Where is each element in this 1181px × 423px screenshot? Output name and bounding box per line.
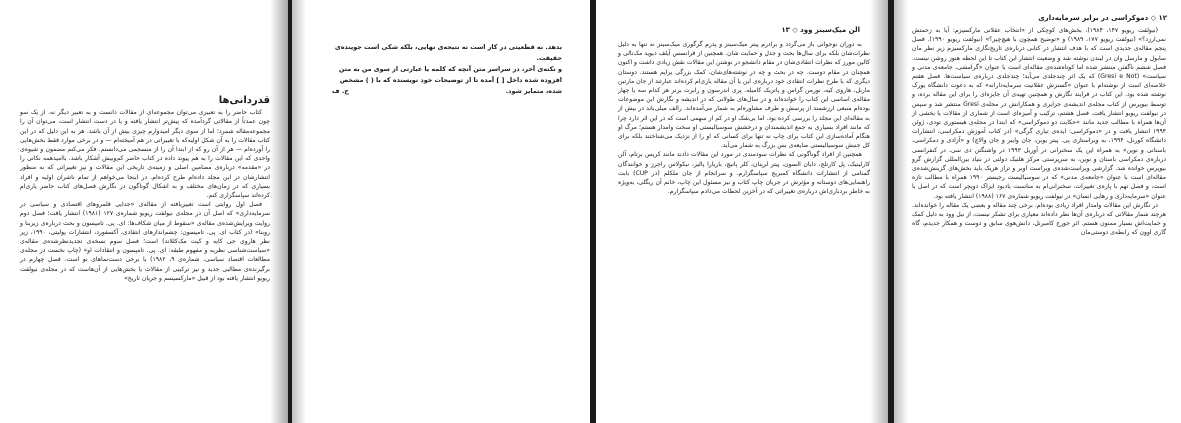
note-line: و نکته‌ی آخر، در سراسر متن آنچه که کلمه یا عبارتی از سوی من به متن افزوده شده داخل [ ] آمده تا از توضیحات خود نویسنده که با ( ) مشخص شده، متمایز شود. [338, 65, 562, 95]
paragraph: در نگارش این مقالات وامدار افراد زیادی بوده‌ام. برخی چند مقاله و بعضی یک مقاله را خوانده‌اند. هرچند شمار مقالاتی که درباره‌ی آن‌ها نظر داده‌اند معیاری برای تشکر نیست، از نیل وود به دلیل کمک و حمایت‌اش بسیار ممنون هستم. اثر جورج کامبرنل، دانش‌هوی سابق و دوست و همکار جدیدم، گاه‌ گاری اوون که رابطه‌ی دوستی‌مان [912, 201, 1166, 237]
paragraph: همچنین از افراد گوناگونی که نظرات سودمندی در مورد این مقالات دادند مانند کریس برتام، آلن کارلینیک، پل کارتلج، دایان السون، پیتر لرپنان، کلر پانیچ، باربارا پالیر، نیکولاس راجرز و خوانندگان گمنامی از انتشارات دانشگاه کمبریج سپاسگزارم. و سرانجام از جان ملکلم (در CUP) بابت راهنمایی‌های دوستانه و مؤثرش در جریان چاپ کتاب و نیز مسئول این چاپ، خانم آن ریگلی، به‌ویژه به خاطر بردباری‌اش درباره‌ی تغییراتی که در آخرین لحظات می‌دادم سپاسگزارم. [618, 151, 870, 196]
page-body [20, 96, 270, 283]
page-body [912, 26, 1166, 238]
book-page-center-left [292, 0, 590, 423]
paragraph: (نیولفت ریویو ۱۴۷، ۱۹۸۴)، بخش‌های کوچکی از «انتخاب عقلانی مارکسیزم: آیا به زحمتش نمی‌ارزد؟» (نیولفت ریویو ۱۷۷، ۱۹۸۹) و «توضیح همچون با هیچ‌چیز؟» (نیولفت ریویو ۱۹۹۰). فصل پنجم مقاله‌ی جدیدی است که با هدف انتشار در کتابی درباره‌ی تاریخ‌نگاری مارکسیزم زیر نظر مان سابول و مارسل وان در لیندن نوشته شد و وضعیت انتشار این کتاب تا این لحظه هنوز روشن نیست. فصل ششم ناگفتن منتشر شده اما کوتاه‌شده‌ی مقاله‌ای است با عنوان «گرامشی، جامعه‌ی مدنی و سیاست» (Gresi e Not) که یک اثر چندجلدی می‌آید؛ چندجلدی درباره‌ی سیاست‌ها. فصل هفتم خلاصه‌ای است از نوشته‌ام با عنوان «گسترش عقلانیت سرمایه‌دارانه» که به دعوت دانشگاه یورک نوشته شده بود. این کتاب در فرایند نگارش و همچنین تهیه‌ی آن جایزه‌ای را برای این مقاله برده، و توسط بیوپرس از کتاب مجله‌ی اندیشه‌ی جزایری و همکارانش در مجله‌ی Gresi منتشر شد و سپس در نیولفت ریویو انتشار یافت. فصل هشتم، ترکیب و آمیزه‌ای است از شماری از مقالات یا بخشی از آن‌ها همراه با مطالب جدید مانند «حکایت دو دموکراسی» که ابتدا در مجله‌ی هیستوری تودی، ژوئن ۱۹۹۴ انتشار یافت و در «دموکراسی: ایده‌ی تیاری گرگی» (در کتاب آموزش دمکراسی، انتشارات دانشگاه کورنل، ۱۹۹۴، به ویراستاری پی. پیتر یوبن، جان وایبر و جان والاچ) و «آزادی و دمکراسی، باستانی و نوین» به همراه این یک سخنرانی در آوریل ۱۹۹۳ در واشنگتن دی سی، در کنفرانسی درباره‌ی دمکراسی باستان و نوین، به سرپرستی مرکز هلنیک دولتی در بنیاد بین‌المللی گزارش گرو بیوپرس خوانده شد. گزارشی ویراست‌شده‌ی ویراست اوبر و تراز هریک باید بخش‌های گزینش‌شده‌ی مقاله‌ای است با عنوان «جامعه‌ی مدنی» که در سوسیالیست رجیستر ۱۹۹۰ همراه با مطالب تازه است، و فصل نهم با پاره‌ی تغییرات، سخنرانی‌ام به مناسبت یادبود ایزاک دویچر است که در اصل با عنوان «سرمایه‌داری و رهایی انسان» در نیولفت ریویو شماره‌ی ۱۶۷ (۱۹۸۸) انتشار یافته بود. [912, 27, 1167, 200]
book-page-center-right [596, 0, 888, 423]
running-header: الن میک‌سینز وود ◇ ۱۳ [781, 26, 860, 34]
book-page-right [894, 0, 1181, 423]
page-body [618, 40, 870, 196]
paragraph: فصل اول روایتی است تغییریافته از مقاله‌ی «جدایی قلمروهای اقتصادی و سیاسی در سرمایه‌داری» که اصل آن در مجله‌ی نیولفت ریویو شماره‌ی ۱۲۷ (۱۹۸۱) انتشار یافت؛ فصل دوم روایت ویرایش‌شده‌ی مقاله‌ی «سقوط از میان شکاف‌ها: ای. پی. تامپسون و بحث درباره‌ی زیربنا و روبنا» (در کتاب ای. پی. تامپسون: چشم‌اندازهای انتقادی، آکسفورد، انتشارات پولیتی، ۱۹۹۰، زیر نظر هاروی جی کایه و کیت مک‌کللاند) است؛ فصل سوم نسخه‌ی تجدیدنظرشده‌ی مقاله‌ی «سیاست‌شناسی نظریه و مفهوم طبقه: ای. پی. تامپسون و انتقادات او» (چاپ نخست در مجله‌ی مطالعات اقتصاد سیاسی، شماره‌ی ۹، ۱۹۸۲) با برخی دست‌نماهای نو است. فصل چهارم در برگیرنده‌ی مطالبی جدید و نیز ترکیبی از مقالات یا بخش‌هایی از آن‌هاست که در مجله‌ی نیولفت ریویو انتشار یافته بود از قبیل «مارکسیسم و جریان تاریخ» [20, 201, 271, 282]
section-title: قدردانی‌ها [218, 95, 270, 106]
note-block [332, 42, 562, 97]
note-line: بدهد. نه قطعیتی در کار است نه نتیجه‌ی نهایی، بلکه شکی است جوینده‌ی حقیقت. [334, 43, 562, 62]
paragraph: به دوران نوجوانی باز می‌گردد و برادرم پیتر میک‌سینز و پدرم گرگوری میک‌سینز نه تنها به دلیل نظرات‌شان بلکه برای سال‌ها بحث و جدل و حمایت‌ شان. همچنین از فرانسس آیلف دیوید مک‌نالی و کالین مورز که نظرات انتقادی‌شان در مقام دانشجو در نوشتن این مقالات نقش زیادی داشت و اکنون همچنان در مقام دوست. چه در بحث و چه در نوشته‌های‌شان، کمک بزرگی برایم هستند. دوستان دیگری که با طرح نظرات انتقادی خود درباره‌ی این یا آن مقاله یاری‌ام کرده‌اند عبارتند از جان مارتین ماربل، هاروی کیه، نورمن گراس و پاتریک کامیله. پری اندرسون و رابرت برنر هر کدام سه یا چهار مقاله‌ی اساسی این کتاب را خوانده‌اند و در سال‌های طولانی که در اندیشه و نگارش این موضوعات بوده‌ام منبعی ارزشمند از پرسش و طرف مشاوره‌ام به شمار می‌آمده‌اند. رالف میلی‌باند در بیش از به مقاله‌ای این مجلد را بررسی کرده بود. اما بی‌شک او در کم از سهمی است که در این اثر دارد چرا که مانند افراد بسیاری به جمع اندیشمندان و درخشش سوسیالیستی او سخت وامدار هستم؛ مرگ او هنگام آماده‌سازی این کتاب برای چاپ نه تنها برای کسانی که او را از نزدیک می‌شناختند بلکه برای کل جنبش سوسیالیستی ضایعه‌ی بس بزرگ به شمار می‌آید. [618, 41, 870, 150]
book-page-left [0, 0, 288, 423]
running-header: ۱۲ ◇ دموکراسی در برابر سرمایه‌داری [1038, 14, 1167, 22]
translator-signature: ح. ف [332, 87, 349, 95]
paragraph: کتاب حاضر را به تعبیری می‌توان مجموعه‌ای از مقالات دانست و به تعبیر دیگر نه. از یک سو چون عمدتاً از مقالاتی گردآمده که پیش‌تر انتشار یافته و یا در دست انتشار است، می‌توان آن را مجموعه‌مقاله شمرد؛ اما از سوی دیگر امیدوارم چیزی بیش از آن باشد. هر به این دلیل که در این کتاب مقالات را به آن شکل اولیه‌که با تغییراتی در هم آمیخته‌ام — و در برخی موارد فقط بخش‌هایی را آورده‌ام — هر از آن رو که از ابتدا آن را از منسجمی می‌دانستم. فکر می‌کنم مضمون و شیوه‌ی واحدی که این مقالات را به هم پیوند داده در کتاب حاضر کم‌وبیش آشکار باشد. باامیدهمه نکاتی را در «مقدمه» درباره‌ی مضامین اصلی و زمینه‌ی تاریخی این مقالات و نیز تغییراتی که به منظور انتشارشان در این مجلد داده‌ام طرح کرده‌ام. در اینجا می‌خواهم از تمام ناشران اولیه و افراد بسیاری که در زمان‌های مختلف و به اشکال گوناگون در نگارش فصل‌های کتاب حاضر یاری‌ام کرده‌اند سپاسگزاری کنم. [20, 109, 270, 200]
